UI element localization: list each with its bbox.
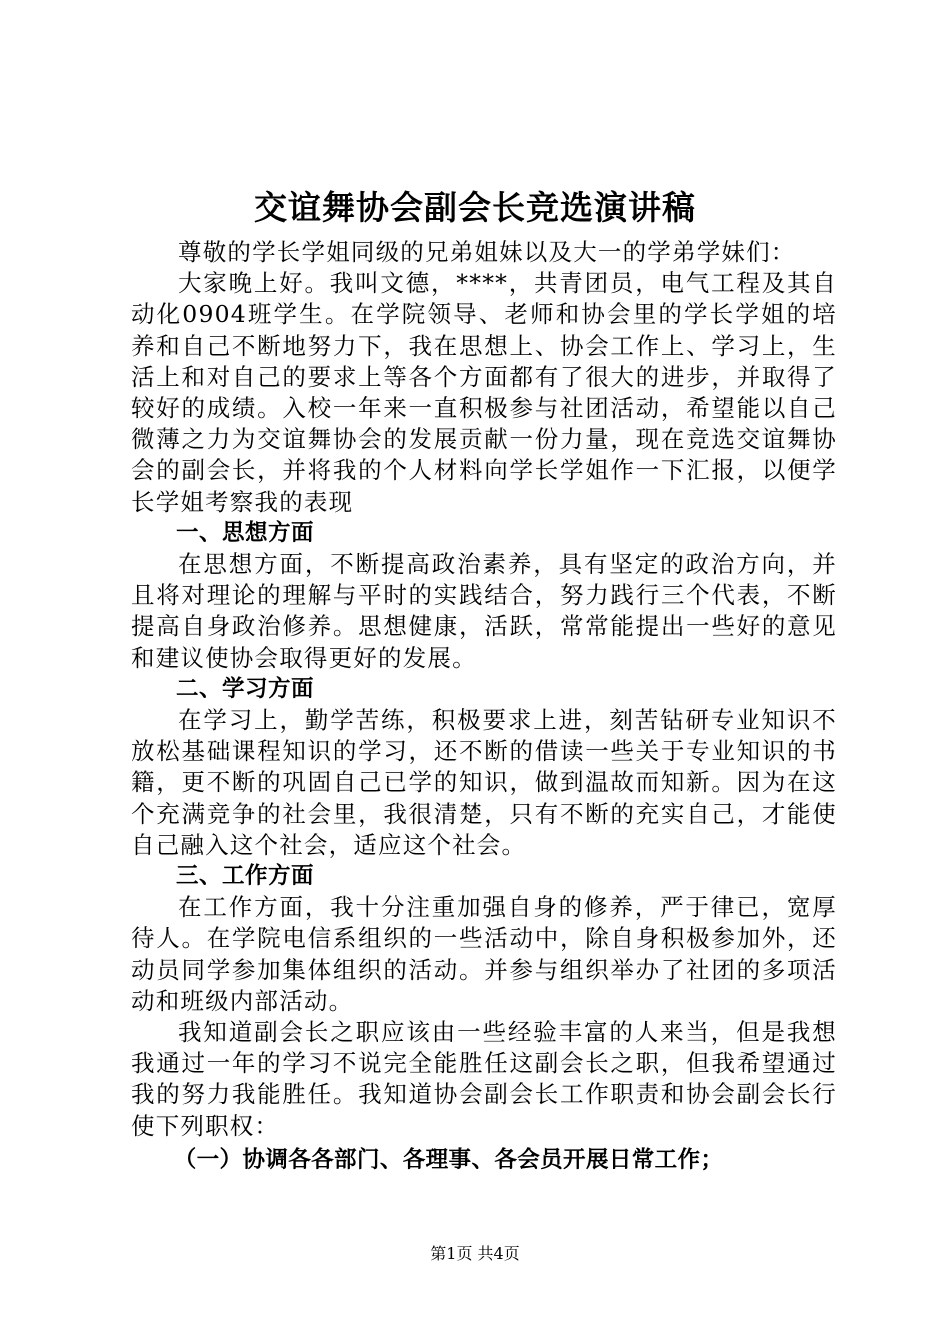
study-paragraph: 在学习上，勤学苦练，积极要求上进，刻苦钻研专业知识不放松基础课程知识的学习，还不断的借读一些关于专业知识的书籍，更不断的巩固自己已学的知识，做到温故而知新。因为在这个充满竞争的社会里，我很清楚，只有不断的充实自己，才能使自己融入这个社会，适应这个社会。 <box>131 706 837 859</box>
document-body <box>131 237 837 1176</box>
page-number-footer: 第1页 共4页 <box>430 1244 520 1263</box>
salutation-paragraph: 尊敬的学长学姐同级的兄弟姐妹以及大一的学弟学妹们： <box>178 238 796 266</box>
work-paragraph: 在工作方面，我十分注重加强自身的修养，严于律已，宽厚待人。在学院电信系组织的一些活动中，除自身积极参加外，还动员同学参加集体组织的活动。并参与组织举办了社团的多项活动和班级内部活动。 <box>131 893 837 1015</box>
section-heading-thought: 一、思想方面 <box>176 519 315 546</box>
duty-item-1: （一）协调各各部门、各理事、各会员开展日常工作； <box>173 1146 724 1173</box>
section-heading-study: 二、学习方面 <box>176 675 315 702</box>
intro-paragraph: 大家晚上好。我叫文德，****，共青团员，电气工程及其自动化0904班学生。在学院领导、老师和协会里的学长学姐的培养和自己不断地努力下，我在思想上、协会工作上、学习上，生活上和对自己的要求上等各个方面都有了很大的进步，并取得了较好的成绩。入校一年来一直积极参与社团活动，希望能以自己微薄之力为交谊舞协会的发展贡献一份力量，现在竞选交谊舞协会的副会长，并将我的个人材料向学长学姐作一下汇报，以便学长学姐考察我的表现 <box>131 269 837 516</box>
thought-paragraph: 在思想方面，不断提高政治素养，具有坚定的政治方向，并且将对理论的理解与平时的实践结合，努力践行三个代表，不断提高自身政治修养。思想健康，活跃，常常能提出一些好的意见和建议使协会取得更好的发展。 <box>131 550 837 672</box>
document-title: 交谊舞协会副会长竞选演讲稿 <box>254 188 696 227</box>
duties-intro-paragraph: 我知道副会长之职应该由一些经验丰富的人来当，但是我想我通过一年的学习不说完全能胜任这副会长之职，但我希望通过我的努力我能胜任。我知道协会副会长工作职责和协会副会长行使下列职权： <box>131 1018 837 1140</box>
section-heading-work: 三、工作方面 <box>176 863 315 890</box>
